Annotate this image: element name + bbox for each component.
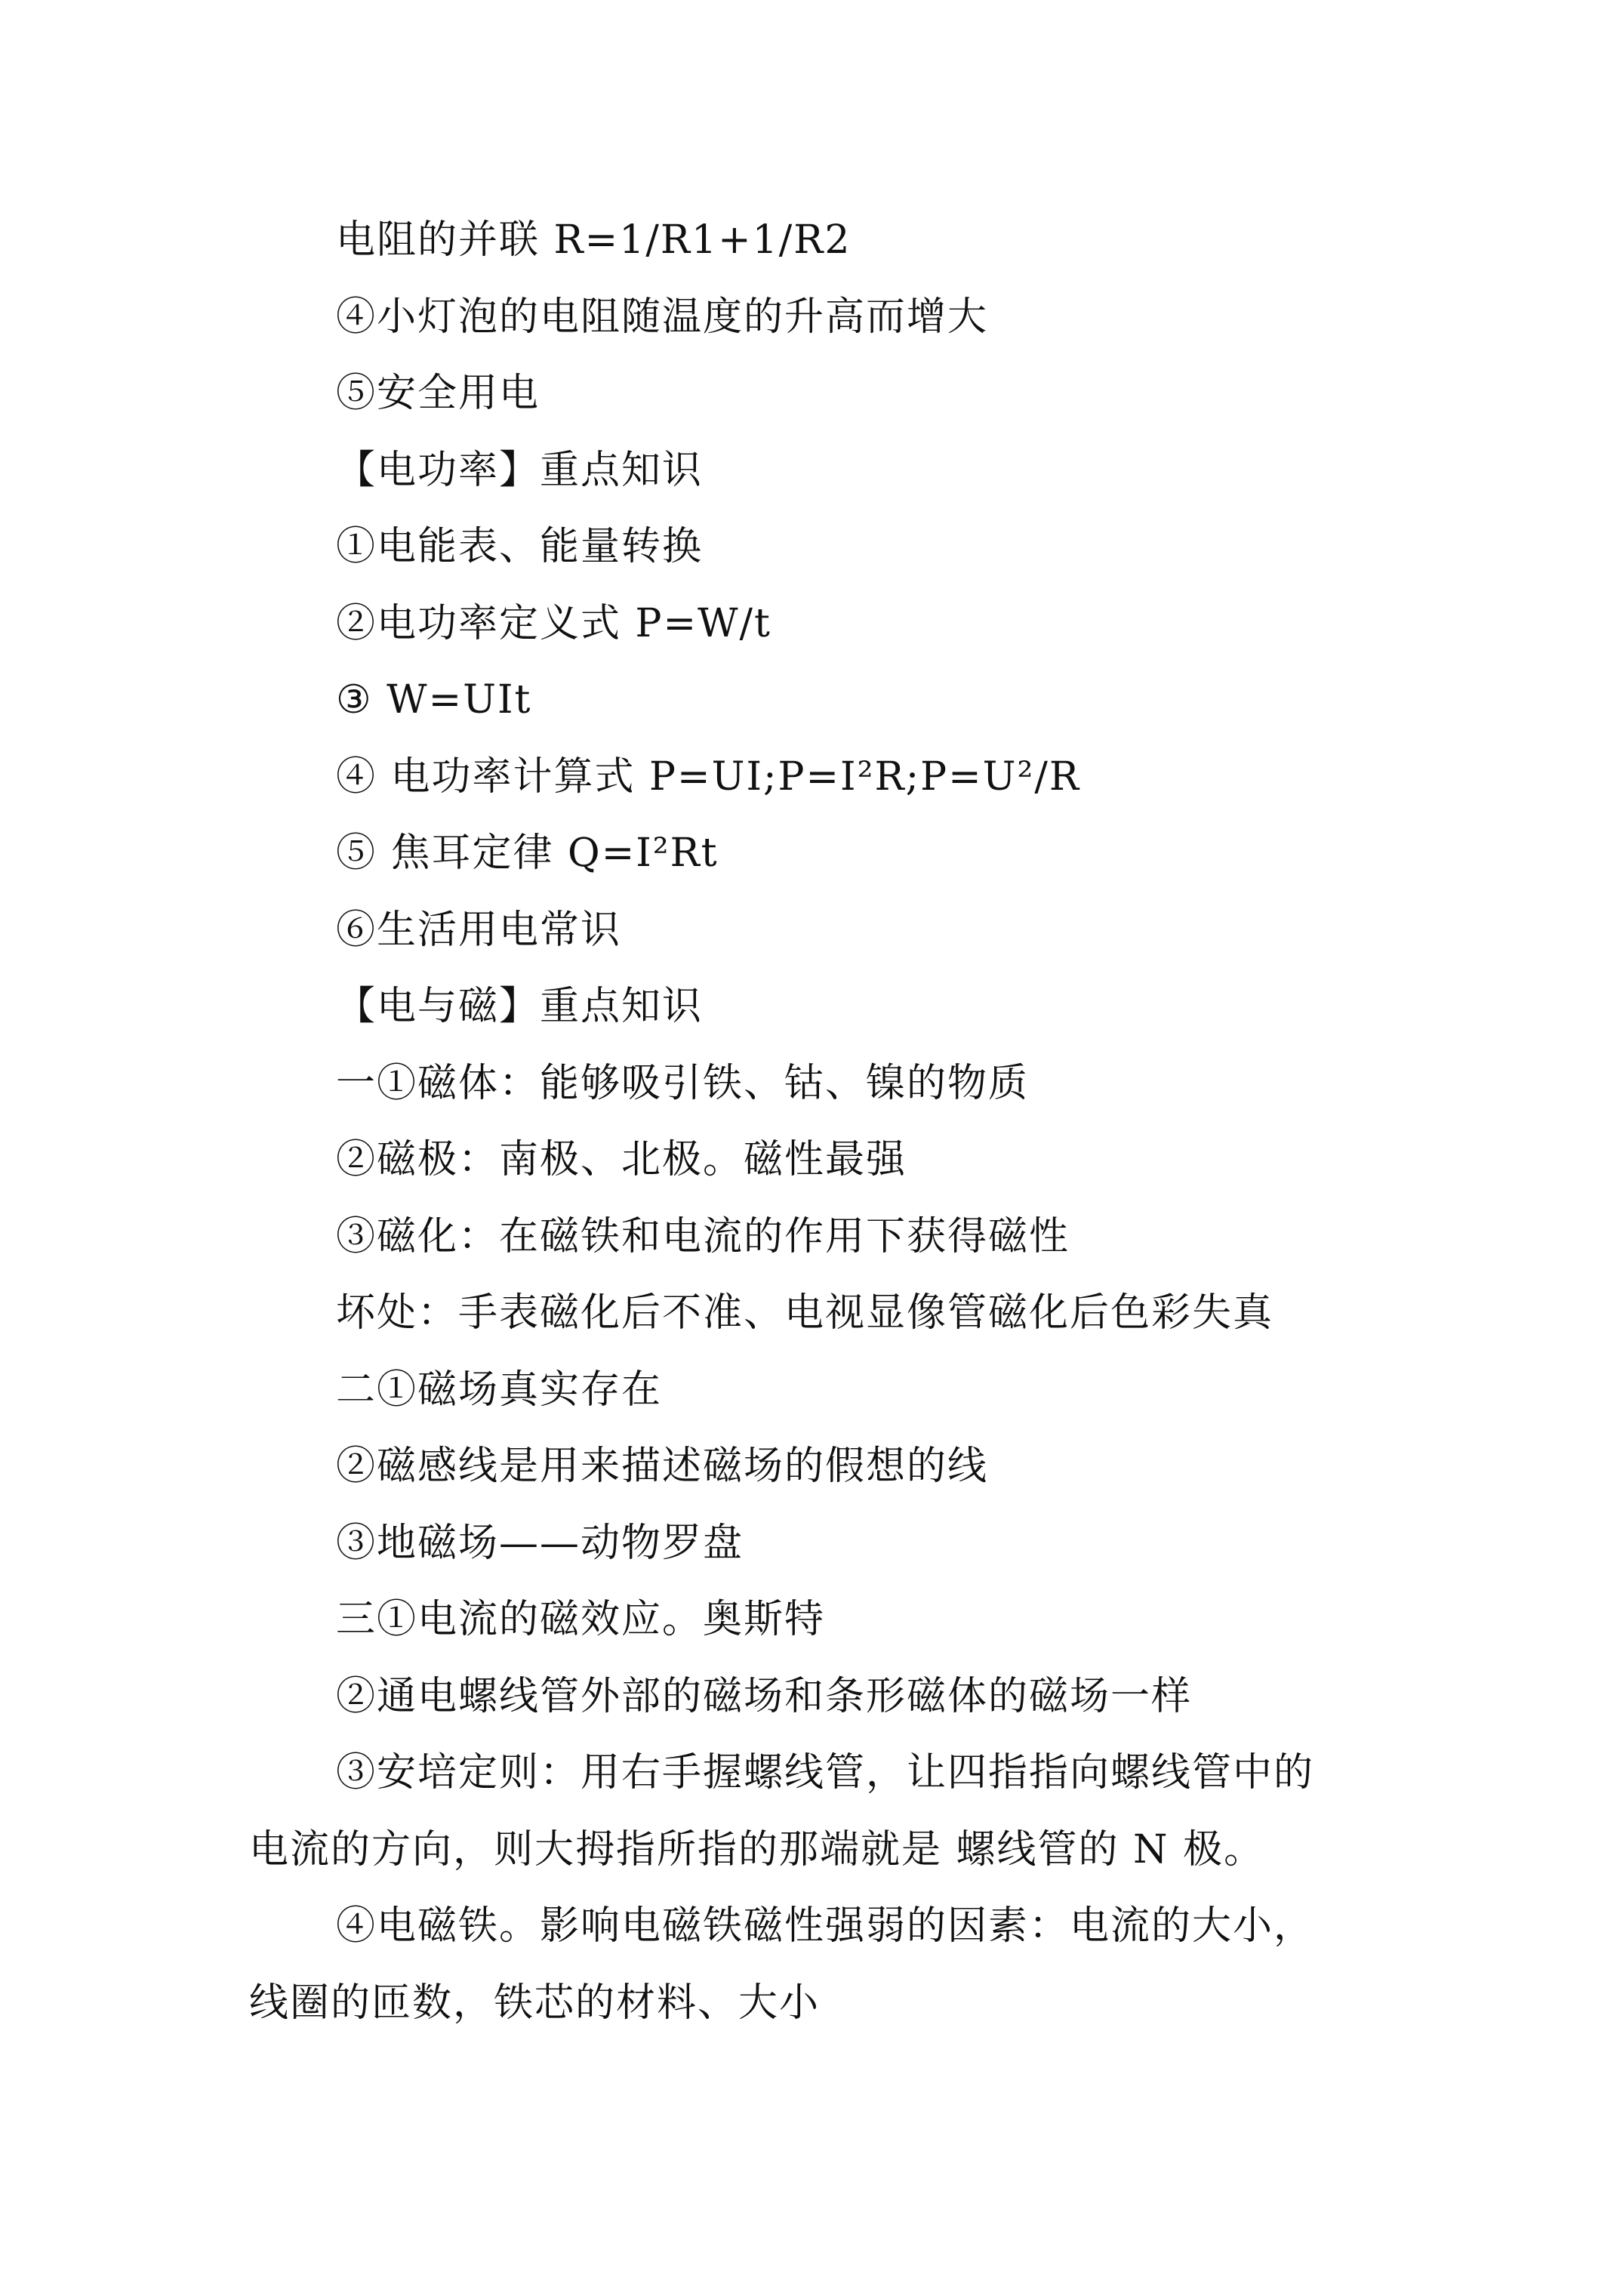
text-line: 一①磁体：能够吸引铁、钴、镍的物质 [336, 1060, 1030, 1106]
text-line: ⑥生活用电常识 [336, 907, 622, 953]
text-line: ②磁极：南极、北极。磁性最强 [336, 1137, 907, 1182]
text-line: ④电磁铁。影响电磁铁磁性强弱的因素：电流的大小， [336, 1903, 1315, 1949]
text-line: ④ 电功率计算式 P=UI;P=I²R;P=U²/R [336, 754, 1081, 800]
text-line: ③磁化：在磁铁和电流的作用下获得磁性 [336, 1213, 1070, 1259]
text-line: ④小灯泡的电阻随温度的升高而增大 [336, 294, 989, 340]
text-line: ⑤安全用电 [336, 371, 540, 416]
text-line: 电流的方向，则大拇指所指的那端就是 螺线管的 N 极。 [249, 1826, 1265, 1872]
text-line: ②电功率定义式 P=W/t [336, 600, 771, 646]
text-line: ③地磁场——动物罗盘 [336, 1520, 744, 1566]
text-line: 二①磁场真实存在 [336, 1367, 663, 1413]
section-heading-power: 【电功率】重点知识 [336, 447, 704, 493]
section-heading-magnetism: 【电与磁】重点知识 [336, 984, 704, 1029]
text-line: 三①电流的磁效应。奥斯特 [336, 1597, 826, 1642]
document-body [249, 202, 1397, 2042]
text-line: ③安培定则：用右手握螺线管，让四指指向螺线管中的 [336, 1750, 1315, 1795]
text-line: ②磁感线是用来描述磁场的假想的线 [336, 1444, 989, 1489]
text-line: 线圈的匝数，铁芯的材料、大小 [249, 1980, 821, 2026]
text-line: 电阻的并联 R=1/R1+1/R2 [336, 217, 852, 263]
text-line: ②通电螺线管外部的磁场和条形磁体的磁场一样 [336, 1673, 1193, 1719]
text-line: ③ W=UIt [336, 677, 532, 723]
text-line: 坏处：手表磁化后不准、电视显像管磁化后色彩失真 [336, 1290, 1274, 1336]
text-line: ⑤ 焦耳定律 Q=I²Rt [336, 831, 719, 876]
text-line: ①电能表、能量转换 [336, 524, 704, 569]
